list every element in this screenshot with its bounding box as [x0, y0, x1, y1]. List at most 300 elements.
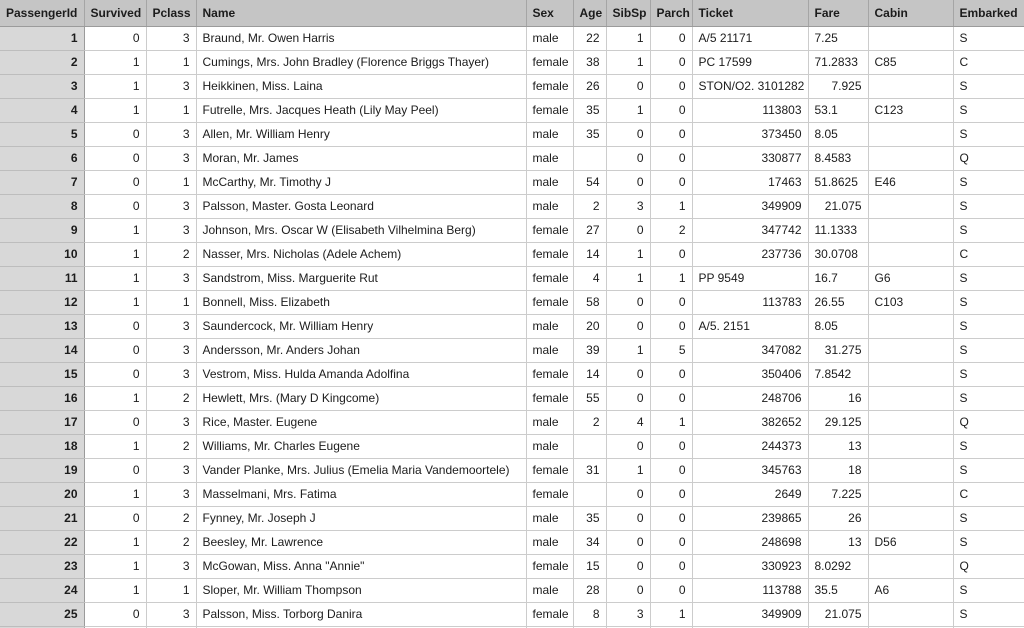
row-header-cell[interactable]: 18: [0, 434, 84, 458]
cell-survived[interactable]: 1: [84, 266, 146, 290]
cell-ticket[interactable]: A/5 21171: [692, 26, 808, 50]
cell-parch[interactable]: 0: [650, 530, 692, 554]
cell-sibsp[interactable]: 1: [606, 338, 650, 362]
cell-parch[interactable]: 5: [650, 338, 692, 362]
cell-survived[interactable]: 1: [84, 482, 146, 506]
cell-age[interactable]: [573, 146, 606, 170]
cell-name[interactable]: Johnson, Mrs. Oscar W (Elisabeth Vilhelmina Berg): [196, 218, 526, 242]
cell-parch[interactable]: 0: [650, 482, 692, 506]
cell-sibsp[interactable]: 1: [606, 50, 650, 74]
cell-survived[interactable]: 1: [84, 554, 146, 578]
cell-sex[interactable]: male: [526, 146, 573, 170]
cell-survived[interactable]: 1: [84, 434, 146, 458]
cell-ticket[interactable]: 113783: [692, 290, 808, 314]
cell-ticket[interactable]: 349909: [692, 194, 808, 218]
cell-parch[interactable]: 0: [650, 146, 692, 170]
cell-cabin[interactable]: E46: [868, 170, 953, 194]
cell-sibsp[interactable]: 0: [606, 386, 650, 410]
cell-sibsp[interactable]: 0: [606, 506, 650, 530]
cell-pclass[interactable]: 2: [146, 434, 196, 458]
column-header-cabin[interactable]: Cabin: [868, 0, 953, 26]
cell-sex[interactable]: male: [526, 434, 573, 458]
cell-sex[interactable]: female: [526, 290, 573, 314]
cell-parch[interactable]: 0: [650, 458, 692, 482]
cell-name[interactable]: Hewlett, Mrs. (Mary D Kingcome): [196, 386, 526, 410]
cell-embarked[interactable]: S: [953, 578, 1024, 602]
cell-embarked[interactable]: S: [953, 218, 1024, 242]
cell-name[interactable]: Fynney, Mr. Joseph J: [196, 506, 526, 530]
cell-survived[interactable]: 0: [84, 338, 146, 362]
cell-sibsp[interactable]: 0: [606, 146, 650, 170]
cell-embarked[interactable]: Q: [953, 554, 1024, 578]
row-header-cell[interactable]: 3: [0, 74, 84, 98]
cell-cabin[interactable]: [868, 554, 953, 578]
row-header-cell[interactable]: 16: [0, 386, 84, 410]
cell-pclass[interactable]: 1: [146, 170, 196, 194]
cell-fare[interactable]: 21.075: [808, 194, 868, 218]
cell-embarked[interactable]: S: [953, 458, 1024, 482]
cell-ticket[interactable]: 350406: [692, 362, 808, 386]
cell-sex[interactable]: female: [526, 386, 573, 410]
cell-age[interactable]: 20: [573, 314, 606, 338]
cell-age[interactable]: [573, 482, 606, 506]
cell-ticket[interactable]: PC 17599: [692, 50, 808, 74]
cell-ticket[interactable]: PP 9549: [692, 266, 808, 290]
cell-embarked[interactable]: Q: [953, 146, 1024, 170]
cell-cabin[interactable]: [868, 242, 953, 266]
cell-age[interactable]: 54: [573, 170, 606, 194]
cell-fare[interactable]: 51.8625: [808, 170, 868, 194]
cell-sex[interactable]: male: [526, 122, 573, 146]
cell-survived[interactable]: 0: [84, 506, 146, 530]
cell-sex[interactable]: male: [526, 170, 573, 194]
cell-name[interactable]: Saundercock, Mr. William Henry: [196, 314, 526, 338]
cell-name[interactable]: Andersson, Mr. Anders Johan: [196, 338, 526, 362]
cell-fare[interactable]: 7.25: [808, 26, 868, 50]
cell-name[interactable]: McGowan, Miss. Anna "Annie": [196, 554, 526, 578]
cell-age[interactable]: 8: [573, 602, 606, 626]
cell-survived[interactable]: 1: [84, 530, 146, 554]
cell-survived[interactable]: 0: [84, 314, 146, 338]
cell-fare[interactable]: 13: [808, 434, 868, 458]
cell-name[interactable]: Vestrom, Miss. Hulda Amanda Adolfina: [196, 362, 526, 386]
cell-ticket[interactable]: 330923: [692, 554, 808, 578]
cell-fare[interactable]: 16.7: [808, 266, 868, 290]
cell-sibsp[interactable]: 0: [606, 170, 650, 194]
row-header-cell[interactable]: 21: [0, 506, 84, 530]
cell-name[interactable]: Futrelle, Mrs. Jacques Heath (Lily May Peel): [196, 98, 526, 122]
cell-age[interactable]: 22: [573, 26, 606, 50]
cell-parch[interactable]: 2: [650, 218, 692, 242]
cell-ticket[interactable]: 2649: [692, 482, 808, 506]
cell-parch[interactable]: 1: [650, 410, 692, 434]
cell-parch[interactable]: 0: [650, 434, 692, 458]
cell-pclass[interactable]: 2: [146, 242, 196, 266]
cell-ticket[interactable]: 113803: [692, 98, 808, 122]
row-header-cell[interactable]: 6: [0, 146, 84, 170]
column-header-parch[interactable]: Parch: [650, 0, 692, 26]
cell-fare[interactable]: 11.1333: [808, 218, 868, 242]
row-header-cell[interactable]: 1: [0, 26, 84, 50]
cell-sex[interactable]: female: [526, 74, 573, 98]
cell-sibsp[interactable]: 1: [606, 242, 650, 266]
cell-ticket[interactable]: 248698: [692, 530, 808, 554]
cell-pclass[interactable]: 3: [146, 26, 196, 50]
cell-cabin[interactable]: [868, 314, 953, 338]
cell-sibsp[interactable]: 0: [606, 314, 650, 338]
cell-sex[interactable]: female: [526, 602, 573, 626]
cell-age[interactable]: 39: [573, 338, 606, 362]
cell-sibsp[interactable]: 1: [606, 266, 650, 290]
cell-cabin[interactable]: [868, 386, 953, 410]
column-header-id[interactable]: PassengerId: [0, 0, 84, 26]
cell-sibsp[interactable]: 1: [606, 98, 650, 122]
cell-age[interactable]: 35: [573, 98, 606, 122]
cell-sex[interactable]: male: [526, 338, 573, 362]
cell-fare[interactable]: 18: [808, 458, 868, 482]
row-header-cell[interactable]: 22: [0, 530, 84, 554]
cell-embarked[interactable]: S: [953, 506, 1024, 530]
cell-cabin[interactable]: [868, 146, 953, 170]
cell-embarked[interactable]: S: [953, 122, 1024, 146]
row-header-cell[interactable]: 14: [0, 338, 84, 362]
cell-fare[interactable]: 29.125: [808, 410, 868, 434]
cell-fare[interactable]: 8.4583: [808, 146, 868, 170]
cell-parch[interactable]: 1: [650, 602, 692, 626]
cell-cabin[interactable]: [868, 458, 953, 482]
column-header-survived[interactable]: Survived: [84, 0, 146, 26]
cell-cabin[interactable]: C103: [868, 290, 953, 314]
cell-parch[interactable]: 0: [650, 386, 692, 410]
cell-age[interactable]: 2: [573, 410, 606, 434]
column-header-name[interactable]: Name: [196, 0, 526, 26]
cell-embarked[interactable]: S: [953, 602, 1024, 626]
column-header-sibsp[interactable]: SibSp: [606, 0, 650, 26]
cell-fare[interactable]: 26.55: [808, 290, 868, 314]
cell-embarked[interactable]: S: [953, 26, 1024, 50]
cell-ticket[interactable]: STON/O2. 3101282: [692, 74, 808, 98]
cell-survived[interactable]: 1: [84, 218, 146, 242]
cell-pclass[interactable]: 3: [146, 458, 196, 482]
cell-age[interactable]: 34: [573, 530, 606, 554]
cell-sex[interactable]: male: [526, 314, 573, 338]
cell-survived[interactable]: 0: [84, 146, 146, 170]
cell-name[interactable]: Rice, Master. Eugene: [196, 410, 526, 434]
cell-name[interactable]: Nasser, Mrs. Nicholas (Adele Achem): [196, 242, 526, 266]
cell-parch[interactable]: 0: [650, 74, 692, 98]
cell-sibsp[interactable]: 0: [606, 290, 650, 314]
row-header-cell[interactable]: 25: [0, 602, 84, 626]
cell-parch[interactable]: 0: [650, 98, 692, 122]
row-header-cell[interactable]: 15: [0, 362, 84, 386]
cell-pclass[interactable]: 3: [146, 122, 196, 146]
cell-fare[interactable]: 7.925: [808, 74, 868, 98]
cell-survived[interactable]: 0: [84, 170, 146, 194]
cell-parch[interactable]: 1: [650, 194, 692, 218]
cell-ticket[interactable]: 17463: [692, 170, 808, 194]
cell-sibsp[interactable]: 3: [606, 194, 650, 218]
cell-survived[interactable]: 0: [84, 458, 146, 482]
cell-age[interactable]: 14: [573, 242, 606, 266]
cell-age[interactable]: 26: [573, 74, 606, 98]
row-header-cell[interactable]: 23: [0, 554, 84, 578]
cell-fare[interactable]: 8.05: [808, 122, 868, 146]
column-header-embarked[interactable]: Embarked: [953, 0, 1024, 26]
cell-survived[interactable]: 1: [84, 98, 146, 122]
cell-survived[interactable]: 1: [84, 290, 146, 314]
cell-embarked[interactable]: S: [953, 314, 1024, 338]
cell-cabin[interactable]: [868, 122, 953, 146]
cell-sibsp[interactable]: 0: [606, 554, 650, 578]
row-header-cell[interactable]: 20: [0, 482, 84, 506]
cell-pclass[interactable]: 1: [146, 578, 196, 602]
cell-ticket[interactable]: 373450: [692, 122, 808, 146]
cell-sibsp[interactable]: 0: [606, 530, 650, 554]
cell-survived[interactable]: 1: [84, 74, 146, 98]
cell-name[interactable]: Heikkinen, Miss. Laina: [196, 74, 526, 98]
cell-pclass[interactable]: 2: [146, 386, 196, 410]
cell-survived[interactable]: 1: [84, 578, 146, 602]
row-header-cell[interactable]: 8: [0, 194, 84, 218]
cell-survived[interactable]: 1: [84, 50, 146, 74]
cell-ticket[interactable]: 347742: [692, 218, 808, 242]
cell-sibsp[interactable]: 4: [606, 410, 650, 434]
cell-fare[interactable]: 71.2833: [808, 50, 868, 74]
cell-pclass[interactable]: 3: [146, 410, 196, 434]
cell-embarked[interactable]: S: [953, 290, 1024, 314]
cell-name[interactable]: Moran, Mr. James: [196, 146, 526, 170]
cell-fare[interactable]: 31.275: [808, 338, 868, 362]
cell-embarked[interactable]: S: [953, 386, 1024, 410]
cell-fare[interactable]: 7.225: [808, 482, 868, 506]
cell-sibsp[interactable]: 3: [606, 602, 650, 626]
cell-name[interactable]: Beesley, Mr. Lawrence: [196, 530, 526, 554]
cell-survived[interactable]: 0: [84, 26, 146, 50]
cell-sex[interactable]: female: [526, 98, 573, 122]
cell-age[interactable]: 27: [573, 218, 606, 242]
cell-sibsp[interactable]: 0: [606, 578, 650, 602]
cell-pclass[interactable]: 1: [146, 290, 196, 314]
cell-cabin[interactable]: C123: [868, 98, 953, 122]
cell-sex[interactable]: male: [526, 410, 573, 434]
row-header-cell[interactable]: 24: [0, 578, 84, 602]
cell-pclass[interactable]: 3: [146, 338, 196, 362]
cell-name[interactable]: Allen, Mr. William Henry: [196, 122, 526, 146]
cell-survived[interactable]: 0: [84, 362, 146, 386]
cell-sibsp[interactable]: 0: [606, 74, 650, 98]
cell-sex[interactable]: male: [526, 530, 573, 554]
cell-cabin[interactable]: [868, 194, 953, 218]
cell-embarked[interactable]: S: [953, 74, 1024, 98]
cell-ticket[interactable]: A/5. 2151: [692, 314, 808, 338]
cell-cabin[interactable]: [868, 74, 953, 98]
cell-sex[interactable]: female: [526, 242, 573, 266]
cell-name[interactable]: Palsson, Miss. Torborg Danira: [196, 602, 526, 626]
cell-fare[interactable]: 13: [808, 530, 868, 554]
cell-sex[interactable]: female: [526, 50, 573, 74]
cell-sex[interactable]: female: [526, 458, 573, 482]
cell-embarked[interactable]: C: [953, 482, 1024, 506]
cell-fare[interactable]: 53.1: [808, 98, 868, 122]
cell-age[interactable]: 58: [573, 290, 606, 314]
cell-sibsp[interactable]: 1: [606, 458, 650, 482]
cell-name[interactable]: Braund, Mr. Owen Harris: [196, 26, 526, 50]
row-header-cell[interactable]: 11: [0, 266, 84, 290]
row-header-cell[interactable]: 9: [0, 218, 84, 242]
cell-ticket[interactable]: 239865: [692, 506, 808, 530]
column-header-fare[interactable]: Fare: [808, 0, 868, 26]
row-header-cell[interactable]: 17: [0, 410, 84, 434]
cell-age[interactable]: 14: [573, 362, 606, 386]
cell-pclass[interactable]: 3: [146, 362, 196, 386]
cell-embarked[interactable]: S: [953, 362, 1024, 386]
cell-cabin[interactable]: [868, 338, 953, 362]
cell-ticket[interactable]: 349909: [692, 602, 808, 626]
cell-parch[interactable]: 0: [650, 122, 692, 146]
row-header-cell[interactable]: 12: [0, 290, 84, 314]
cell-sibsp[interactable]: 1: [606, 26, 650, 50]
row-header-cell[interactable]: 5: [0, 122, 84, 146]
cell-name[interactable]: Williams, Mr. Charles Eugene: [196, 434, 526, 458]
cell-cabin[interactable]: A6: [868, 578, 953, 602]
cell-cabin[interactable]: G6: [868, 266, 953, 290]
cell-cabin[interactable]: [868, 434, 953, 458]
cell-name[interactable]: Sandstrom, Miss. Marguerite Rut: [196, 266, 526, 290]
cell-embarked[interactable]: S: [953, 194, 1024, 218]
cell-parch[interactable]: 0: [650, 314, 692, 338]
cell-name[interactable]: Vander Planke, Mrs. Julius (Emelia Maria Vandemoortele): [196, 458, 526, 482]
cell-embarked[interactable]: Q: [953, 410, 1024, 434]
cell-pclass[interactable]: 3: [146, 74, 196, 98]
cell-cabin[interactable]: [868, 362, 953, 386]
cell-ticket[interactable]: 113788: [692, 578, 808, 602]
cell-sex[interactable]: female: [526, 218, 573, 242]
cell-ticket[interactable]: 347082: [692, 338, 808, 362]
cell-embarked[interactable]: S: [953, 98, 1024, 122]
cell-embarked[interactable]: S: [953, 266, 1024, 290]
cell-age[interactable]: 4: [573, 266, 606, 290]
cell-cabin[interactable]: [868, 602, 953, 626]
cell-sex[interactable]: male: [526, 26, 573, 50]
cell-fare[interactable]: 7.8542: [808, 362, 868, 386]
cell-embarked[interactable]: C: [953, 50, 1024, 74]
cell-pclass[interactable]: 3: [146, 482, 196, 506]
cell-fare[interactable]: 16: [808, 386, 868, 410]
cell-pclass[interactable]: 3: [146, 146, 196, 170]
cell-fare[interactable]: 21.075: [808, 602, 868, 626]
cell-ticket[interactable]: 237736: [692, 242, 808, 266]
cell-pclass[interactable]: 3: [146, 218, 196, 242]
cell-fare[interactable]: 35.5: [808, 578, 868, 602]
cell-sibsp[interactable]: 0: [606, 218, 650, 242]
cell-sex[interactable]: male: [526, 194, 573, 218]
cell-parch[interactable]: 0: [650, 50, 692, 74]
cell-age[interactable]: 55: [573, 386, 606, 410]
cell-survived[interactable]: 0: [84, 410, 146, 434]
cell-survived[interactable]: 0: [84, 602, 146, 626]
cell-age[interactable]: 35: [573, 506, 606, 530]
cell-name[interactable]: Masselmani, Mrs. Fatima: [196, 482, 526, 506]
cell-age[interactable]: 35: [573, 122, 606, 146]
cell-parch[interactable]: 1: [650, 266, 692, 290]
cell-name[interactable]: Bonnell, Miss. Elizabeth: [196, 290, 526, 314]
cell-parch[interactable]: 0: [650, 242, 692, 266]
cell-fare[interactable]: 30.0708: [808, 242, 868, 266]
cell-ticket[interactable]: 345763: [692, 458, 808, 482]
cell-embarked[interactable]: S: [953, 530, 1024, 554]
row-header-cell[interactable]: 4: [0, 98, 84, 122]
cell-survived[interactable]: 1: [84, 242, 146, 266]
cell-name[interactable]: Sloper, Mr. William Thompson: [196, 578, 526, 602]
cell-age[interactable]: 15: [573, 554, 606, 578]
cell-cabin[interactable]: [868, 26, 953, 50]
cell-name[interactable]: Palsson, Master. Gosta Leonard: [196, 194, 526, 218]
cell-parch[interactable]: 0: [650, 578, 692, 602]
cell-sex[interactable]: female: [526, 554, 573, 578]
cell-fare[interactable]: 26: [808, 506, 868, 530]
cell-embarked[interactable]: S: [953, 434, 1024, 458]
row-header-cell[interactable]: 7: [0, 170, 84, 194]
cell-parch[interactable]: 0: [650, 506, 692, 530]
cell-age[interactable]: 31: [573, 458, 606, 482]
cell-sibsp[interactable]: 0: [606, 122, 650, 146]
cell-ticket[interactable]: 248706: [692, 386, 808, 410]
cell-sex[interactable]: female: [526, 482, 573, 506]
cell-age[interactable]: 38: [573, 50, 606, 74]
cell-embarked[interactable]: C: [953, 242, 1024, 266]
cell-age[interactable]: 28: [573, 578, 606, 602]
cell-pclass[interactable]: 3: [146, 194, 196, 218]
cell-embarked[interactable]: S: [953, 170, 1024, 194]
row-header-cell[interactable]: 13: [0, 314, 84, 338]
row-header-cell[interactable]: 19: [0, 458, 84, 482]
cell-survived[interactable]: 0: [84, 122, 146, 146]
cell-pclass[interactable]: 3: [146, 554, 196, 578]
cell-parch[interactable]: 0: [650, 362, 692, 386]
cell-age[interactable]: 2: [573, 194, 606, 218]
cell-pclass[interactable]: 2: [146, 530, 196, 554]
cell-survived[interactable]: 0: [84, 194, 146, 218]
cell-cabin[interactable]: [868, 506, 953, 530]
cell-sibsp[interactable]: 0: [606, 362, 650, 386]
cell-pclass[interactable]: 1: [146, 50, 196, 74]
column-header-sex[interactable]: Sex: [526, 0, 573, 26]
cell-name[interactable]: Cumings, Mrs. John Bradley (Florence Briggs Thayer): [196, 50, 526, 74]
cell-sibsp[interactable]: 0: [606, 482, 650, 506]
column-header-age[interactable]: Age: [573, 0, 606, 26]
cell-ticket[interactable]: 382652: [692, 410, 808, 434]
cell-ticket[interactable]: 244373: [692, 434, 808, 458]
cell-parch[interactable]: 0: [650, 554, 692, 578]
cell-survived[interactable]: 1: [84, 386, 146, 410]
row-header-cell[interactable]: 2: [0, 50, 84, 74]
cell-fare[interactable]: 8.0292: [808, 554, 868, 578]
cell-pclass[interactable]: 3: [146, 602, 196, 626]
cell-cabin[interactable]: C85: [868, 50, 953, 74]
column-header-ticket[interactable]: Ticket: [692, 0, 808, 26]
cell-parch[interactable]: 0: [650, 26, 692, 50]
cell-cabin[interactable]: [868, 482, 953, 506]
cell-embarked[interactable]: S: [953, 338, 1024, 362]
cell-pclass[interactable]: 3: [146, 266, 196, 290]
cell-parch[interactable]: 0: [650, 170, 692, 194]
cell-pclass[interactable]: 1: [146, 98, 196, 122]
cell-name[interactable]: McCarthy, Mr. Timothy J: [196, 170, 526, 194]
cell-sex[interactable]: male: [526, 578, 573, 602]
cell-cabin[interactable]: [868, 218, 953, 242]
cell-sex[interactable]: male: [526, 506, 573, 530]
cell-cabin[interactable]: D56: [868, 530, 953, 554]
